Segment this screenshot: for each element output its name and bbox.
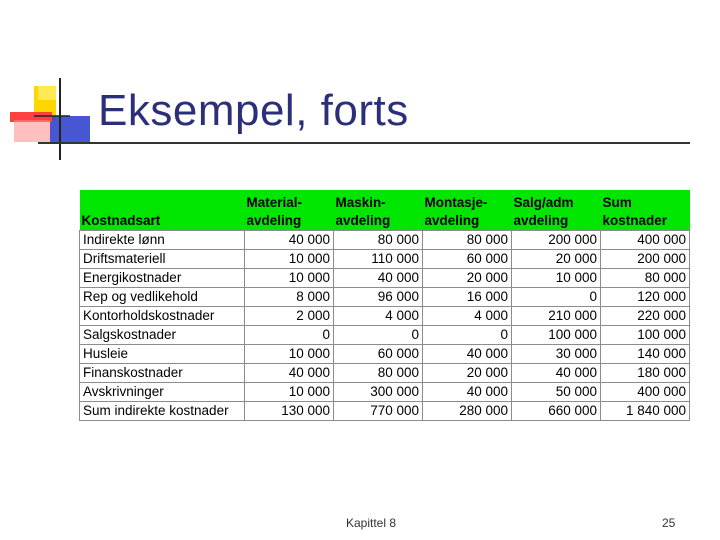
amount-cell: 770 000 xyxy=(334,402,423,421)
amount-cell: 40 000 xyxy=(245,364,334,383)
column-header xyxy=(512,190,601,231)
column-header-line1: Maskin- xyxy=(335,195,386,210)
column-header xyxy=(423,190,512,231)
cost-type-cell: Rep og vedlikehold xyxy=(80,288,245,307)
slide-logo-decoration xyxy=(0,0,100,170)
amount-cell: 40 000 xyxy=(423,345,512,364)
cost-type-cell: Husleie xyxy=(80,345,245,364)
amount-cell: 10 000 xyxy=(245,383,334,402)
amount-cell: 180 000 xyxy=(601,364,690,383)
cost-table-container xyxy=(79,190,689,419)
amount-cell: 140 000 xyxy=(601,345,690,364)
amount-cell: 4 000 xyxy=(334,307,423,326)
amount-cell: 40 000 xyxy=(245,231,334,250)
amount-cell: 40 000 xyxy=(512,364,601,383)
column-header-line2: avdeling xyxy=(246,213,302,228)
amount-cell: 0 xyxy=(245,326,334,345)
amount-cell: 40 000 xyxy=(334,269,423,288)
title-divider xyxy=(38,142,690,144)
cost-type-cell: Kontorholdskostnader xyxy=(80,307,245,326)
column-header-line2: Kostnadsart xyxy=(81,213,161,228)
amount-cell: 10 000 xyxy=(245,269,334,288)
table-row xyxy=(80,269,690,288)
column-header-line1: Montasje- xyxy=(424,195,488,210)
column-header-line2: avdeling xyxy=(424,213,480,228)
amount-cell: 80 000 xyxy=(601,269,690,288)
table-row xyxy=(80,402,690,421)
amount-cell: 0 xyxy=(423,326,512,345)
cost-type-cell: Salgskostnader xyxy=(80,326,245,345)
cost-type-cell: Finanskostnader xyxy=(80,364,245,383)
amount-cell: 8 000 xyxy=(245,288,334,307)
slide-title: Eksempel, forts xyxy=(98,86,409,135)
amount-cell: 1 840 000 xyxy=(601,402,690,421)
amount-cell: 2 000 xyxy=(245,307,334,326)
amount-cell: 10 000 xyxy=(512,269,601,288)
page-number: 25 xyxy=(662,516,676,530)
amount-cell: 400 000 xyxy=(601,231,690,250)
column-header-line1: Salg/adm xyxy=(513,195,574,210)
table-row xyxy=(80,231,690,250)
amount-cell: 80 000 xyxy=(334,231,423,250)
amount-cell: 200 000 xyxy=(601,250,690,269)
column-header-line1: Sum xyxy=(602,195,632,210)
column-header xyxy=(80,190,245,231)
amount-cell: 100 000 xyxy=(601,326,690,345)
amount-cell: 0 xyxy=(334,326,423,345)
amount-cell: 80 000 xyxy=(423,231,512,250)
cost-type-cell: Avskrivninger xyxy=(80,383,245,402)
cost-type-cell: Energikostnader xyxy=(80,269,245,288)
amount-cell: 220 000 xyxy=(601,307,690,326)
amount-cell: 0 xyxy=(512,288,601,307)
table-row xyxy=(80,250,690,269)
amount-cell: 20 000 xyxy=(423,269,512,288)
amount-cell: 130 000 xyxy=(245,402,334,421)
table-row xyxy=(80,345,690,364)
amount-cell: 4 000 xyxy=(423,307,512,326)
column-header-line2: avdeling xyxy=(335,213,391,228)
amount-cell: 300 000 xyxy=(334,383,423,402)
amount-cell: 80 000 xyxy=(334,364,423,383)
column-header xyxy=(245,190,334,231)
table-row xyxy=(80,288,690,307)
table-row xyxy=(80,326,690,345)
column-header xyxy=(601,190,690,231)
table-header-row xyxy=(80,190,690,231)
amount-cell: 16 000 xyxy=(423,288,512,307)
table-row xyxy=(80,307,690,326)
amount-cell: 50 000 xyxy=(512,383,601,402)
amount-cell: 40 000 xyxy=(423,383,512,402)
amount-cell: 100 000 xyxy=(512,326,601,345)
amount-cell: 20 000 xyxy=(423,364,512,383)
footer-chapter: Kapittel 8 xyxy=(346,516,397,530)
cost-table xyxy=(79,190,690,421)
column-header-line2: kostnader xyxy=(602,213,668,228)
amount-cell: 10 000 xyxy=(245,250,334,269)
amount-cell: 280 000 xyxy=(423,402,512,421)
column-header xyxy=(334,190,423,231)
amount-cell: 10 000 xyxy=(245,345,334,364)
amount-cell: 30 000 xyxy=(512,345,601,364)
cost-type-cell: Sum indirekte kostnader xyxy=(80,402,245,421)
amount-cell: 60 000 xyxy=(334,345,423,364)
cost-type-cell: Indirekte lønn xyxy=(80,231,245,250)
amount-cell: 200 000 xyxy=(512,231,601,250)
amount-cell: 120 000 xyxy=(601,288,690,307)
amount-cell: 660 000 xyxy=(512,402,601,421)
table-body xyxy=(80,231,690,421)
amount-cell: 20 000 xyxy=(512,250,601,269)
table-row xyxy=(80,364,690,383)
column-header-line1: Material- xyxy=(246,195,303,210)
amount-cell: 96 000 xyxy=(334,288,423,307)
column-header-line2: avdeling xyxy=(513,213,569,228)
amount-cell: 210 000 xyxy=(512,307,601,326)
amount-cell: 400 000 xyxy=(601,383,690,402)
amount-cell: 110 000 xyxy=(334,250,423,269)
table-row xyxy=(80,383,690,402)
cost-type-cell: Driftsmateriell xyxy=(80,250,245,269)
amount-cell: 60 000 xyxy=(423,250,512,269)
